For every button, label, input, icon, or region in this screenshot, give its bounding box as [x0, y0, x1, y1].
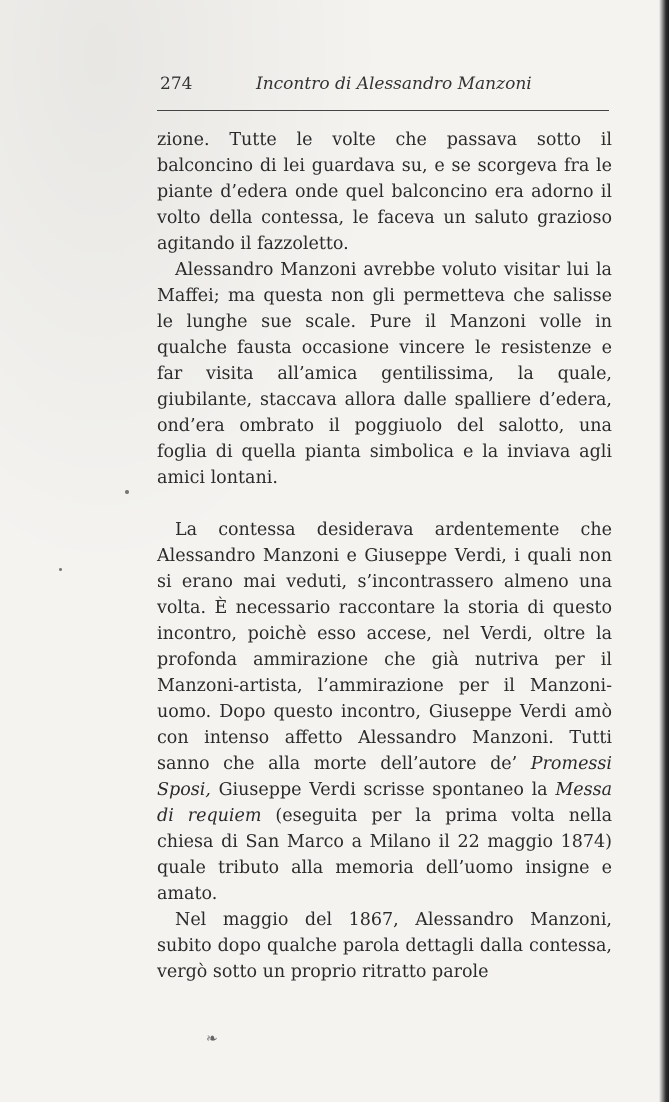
paragraph-4: Nel maggio del 1867, Alessandro Manzoni, subito dopo qualche parola dettagli dalla contessa, vergò sotto un proprio ritratto parole: [157, 910, 612, 982]
running-title: Incontro di Alessandro Manzoni: [256, 74, 532, 94]
ink-speck: [125, 490, 129, 494]
body-text: [157, 127, 612, 985]
paragraph-3-text-end: (eseguita per la prima volta nella chiesa di San Marco a Milano il 22 maggio 1874) quale tributo alla memoria dell’uomo insigne e amato.: [157, 806, 613, 904]
printer-ornament-icon: ❧: [206, 1031, 218, 1047]
paragraph-3-text: La contessa desiderava ardentemente che Alessandro Manzoni e Giuseppe Verdi, i quali non si erano mai veduti, s’incontrassero almeno una volta. È necessario raccontare la storia di questo incontro, poichè esso accese, nel Verdi, oltre la profonda ammirazione che già nutriva per il Manzoni-artista, l’ammirazione per il Manzoni-uomo. Dopo questo incontro, Giuseppe Verdi amò con intenso affetto Alessandro Manzoni. Tutti sanno che alla morte dell’autore de’: [157, 520, 612, 774]
page-header: [160, 70, 610, 102]
paragraph-2: Alessandro Manzoni avrebbe voluto visitar lui la Maffei; ma questa non gli permetteva che salisse le lunghe sue scale. Pure il Manzoni volle in qualche fausta occasione vincere le resistenze e far visita all’amica gentilissima, la quale, giubilante, staccava allora dalle spalliere d’edera, ond’era ombrato il poggiuolo del salotto, una foglia di quella pianta simbolica e la inviava agli amici lontani.: [157, 260, 612, 488]
header-rule: [157, 110, 609, 111]
title-promessi-sposi: Promessi Sposi,: [157, 754, 612, 800]
paragraph-3: [157, 517, 612, 907]
title-messa-di-requiem: Messa di requiem: [157, 780, 612, 826]
paragraph-1: zione. Tutte le volte che passava sotto il balconcino di lei guardava su, e se scorgeva fra le piante d’edera onde quel balconcino era adorno il volto della contessa, le faceva un saluto grazioso agitando il fazzoletto.: [157, 130, 612, 254]
ink-speck: [59, 568, 62, 571]
paragraph-3-text-cont: Giuseppe Verdi scrisse spontaneo la: [210, 780, 556, 800]
page-number: 274: [160, 74, 193, 94]
page-binding-edge: [659, 0, 669, 1102]
